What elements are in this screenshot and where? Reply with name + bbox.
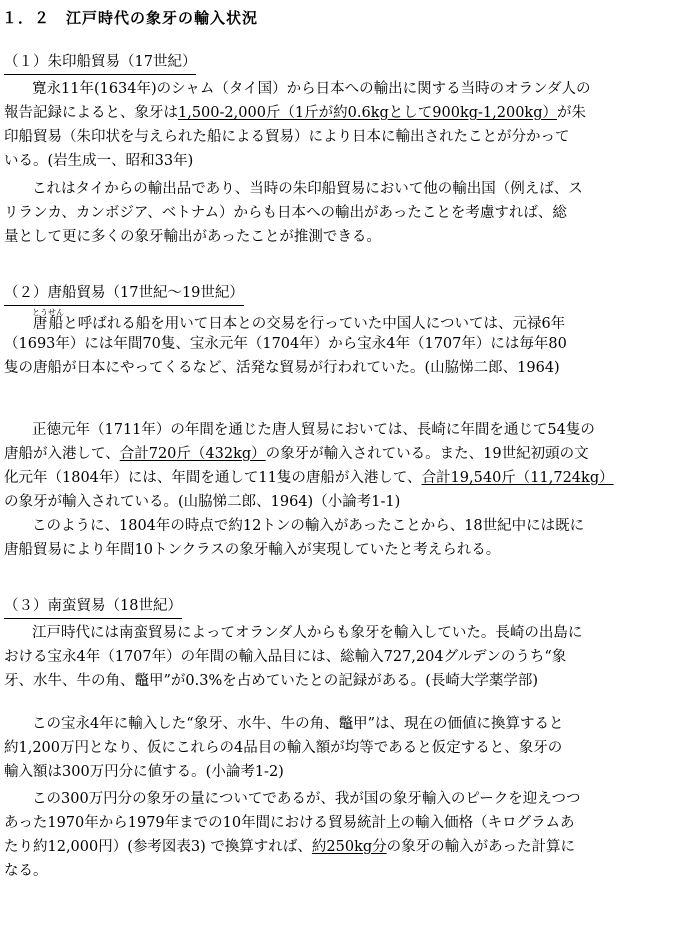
underlined-amount: 約250kg分 (311, 839, 387, 855)
section-heading-shuinsen: （１）朱印船貿易（17世紀） (4, 50, 196, 75)
text-line: 約1,200万円となり、仮にこれらの4品目の輸入額が均等であると仮定すると、象牙の (4, 740, 563, 756)
text-line: この300万円分の象牙の量についてであるが、我が国の象牙輸入のピークを迎えつつ (32, 791, 581, 807)
text-line: 量として更に多くの象牙輸出があったことが推測できる。 (4, 229, 381, 245)
text-line: このように、1804年の時点で約12トンの輸入があったことから、18世紀中には既に (32, 518, 585, 534)
paragraph (4, 77, 680, 173)
paragraph (4, 712, 680, 784)
text-line: 正徳元年（1711年）の年間を通じた唐人貿易においては、長崎に年間を通じて54隻の (32, 422, 595, 438)
paragraph (4, 418, 680, 514)
text-line: いる。(岩生成一、昭和33年) (4, 153, 194, 169)
text-line: 唐船が入港して、合計720斤（432kg）の象牙が輸入されている。また、19世紀初頭の文 (4, 446, 589, 462)
text-line: リランカ、カンボジア、ベトナム）からも日本への輸出があったことを考慮すれば、総 (4, 205, 567, 221)
text-line: 牙、水牛、牛の角、鼈甲”が0.3%を占めていたとの記録がある。(長崎大学薬学部) (4, 673, 539, 689)
text-line: 報告記録によると、象牙は1,500-2,000斤（1斤が約0.6kgとして900kg-1,200kg）が朱 (4, 105, 586, 121)
text-line: この宝永4年に輸入した“象牙、水牛、牛の角、鼈甲”は、現在の価値に換算すると (32, 716, 564, 732)
text-line: 唐船貿易により年間10トンクラスの象牙輸入が実現していたと考えられる。 (4, 542, 501, 558)
text-line: 隻の唐船が日本にやってくるなど、活発な貿易が行われていた。(山脇悌二郎、1964) (4, 360, 560, 376)
text-line: おける宝永4年（1707年）の年間の輸入品目には、総輸入727,204グルデンのうち“象 (4, 649, 567, 665)
text-line: 唐船とうせんと呼ばれる船を用いて日本との交易を行っていた中国人については、元禄6年 (32, 308, 566, 332)
paragraph (4, 787, 680, 883)
text-line: あった1970年から1979年までの10年間における貿易統計上の輸入価格（キログラムあ (4, 815, 575, 831)
text-line: なる。 (4, 863, 48, 879)
document-title: １．２ 江戸時代の象牙の輸入状況 (2, 9, 259, 27)
section-heading-tousen: （２）唐船貿易（17世紀～19世紀） (4, 281, 244, 306)
paragraph (4, 308, 680, 380)
text-line: これはタイからの輸出品であり、当時の朱印船貿易において他の輸出国（例えば、ス (32, 181, 583, 197)
paragraph (4, 514, 680, 562)
text-line: の象牙が輸入されている。(山脇悌二郎、1964)（小論考1-1) (4, 494, 401, 510)
text-line: たり約12,000円）(参考図表3) で換算すれば、約250kg分の象牙の輸入があった計算に (4, 839, 575, 855)
text-line: 江戸時代には南蛮貿易によってオランダ人からも象牙を輸入していた。長崎の出島に (32, 625, 583, 641)
text-line: 印船貿易（朱印状を与えられた船による貿易）により日本に輸出されたことが分かって (4, 129, 570, 145)
ruby-term-tousen: 唐船とうせん (32, 308, 64, 332)
underlined-amount: 合計19,540斤（11,724kg） (421, 470, 614, 486)
underlined-amount: 合計720斤（432kg） (119, 446, 266, 462)
section-heading-nanban: （３）南蛮貿易（18世紀） (4, 594, 182, 619)
text-line: 化元年（1804年）には、年間を通して11隻の唐船が入港して、合計19,540斤（11,724kg） (4, 470, 614, 486)
underlined-amount: 1,500-2,000斤（1斤が約0.6kgとして900kg-1,200kg） (178, 105, 557, 121)
paragraph (4, 177, 680, 249)
text-line: 輸入額は300万円分に値する。(小論考1-2) (4, 764, 284, 780)
text-line: （1693年）には年間70隻、宝永元年（1704年）から宝永4年（1707年）には毎年80 (4, 336, 567, 352)
paragraph (4, 621, 680, 693)
text-line: 寛永11年(1634年)のシャム（タイ国）から日本への輸出に関する当時のオランダ人の (32, 81, 591, 97)
